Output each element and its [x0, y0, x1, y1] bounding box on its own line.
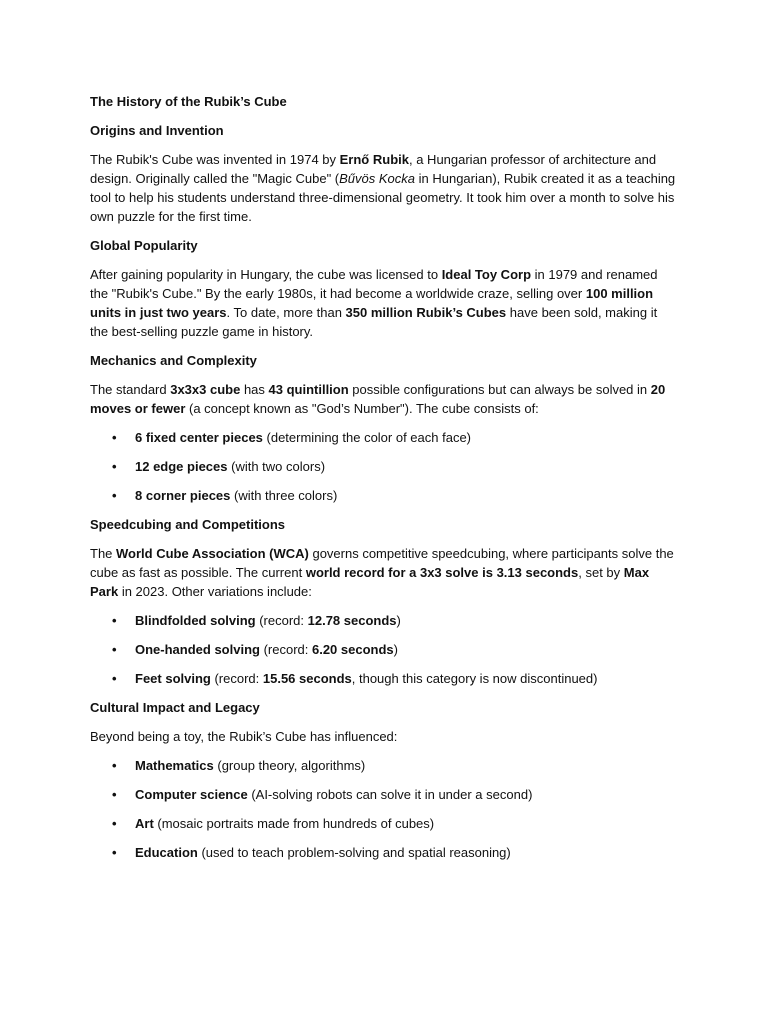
paragraph-speedcubing: The World Cube Association (WCA) governs competitive speedcubing, where participants solve the cube as fast as possible. The current world record for a 3x3 solve is 3.13 seconds, set by Max Park in 2023. Other variations include: — [90, 546, 674, 599]
section-heading-legacy: Cultural Impact and Legacy — [90, 700, 260, 715]
bullet-icon: • — [112, 459, 117, 474]
paragraph-legacy: Beyond being a toy, the Rubik’s Cube has influenced: — [90, 729, 398, 744]
bullet-icon: • — [112, 787, 117, 802]
section-heading-speedcubing: Speedcubing and Competitions — [90, 517, 286, 532]
list-cube-pieces — [90, 428, 678, 505]
list-item: • Blindfolded solving (record: 12.78 seconds) — [112, 613, 401, 628]
list-item: • Education (used to teach problem-solving and spatial reasoning) — [112, 845, 511, 860]
list-item: • One-handed solving (record: 6.20 seconds) — [112, 642, 398, 657]
bullet-icon: • — [112, 613, 117, 628]
paragraph-popularity: After gaining popularity in Hungary, the cube was licensed to Ideal Toy Corp in 1979 and renamed the "Rubik's Cube." By the early 1980s, it had become a worldwide craze, selling over 100 million units in just two years. To date, more than 350 million Rubik’s Cubes have been sold, making it the best-selling puzzle game in history. — [90, 267, 658, 339]
paragraph-origins: The Rubik's Cube was invented in 1974 by Ernő Rubik, a Hungarian professor of architecture and design. Originally called the "Magic Cube" (Bűvös Kocka in Hungarian), Rubik created it as a teaching tool to help his students understand three-dimensional geometry. It took him over a month to solve his own puzzle for the first time. — [90, 152, 676, 224]
bullet-icon: • — [112, 845, 117, 860]
bullet-icon: • — [112, 488, 117, 503]
list-item: • Mathematics (group theory, algorithms) — [112, 758, 366, 773]
section-heading-mechanics: Mechanics and Complexity — [90, 353, 257, 368]
list-item: • Art (mosaic portraits made from hundreds of cubes) — [112, 816, 435, 831]
list-speedcubing-variations — [90, 611, 678, 688]
section-heading-popularity: Global Popularity — [90, 238, 198, 253]
bullet-icon: • — [112, 758, 117, 773]
paragraph-mechanics: The standard 3x3x3 cube has 43 quintillion possible configurations but can always be solved in 20 moves or fewer (a concept known as "God’s Number"). The cube consists of: — [90, 382, 666, 416]
list-item: • Computer science (AI-solving robots can solve it in under a second) — [112, 787, 533, 802]
list-item: • 6 fixed center pieces (determining the color of each face) — [112, 430, 472, 445]
document-title: The History of the Rubik’s Cube — [90, 94, 287, 109]
bullet-icon: • — [112, 430, 117, 445]
section-heading-origins: Origins and Invention — [90, 123, 224, 138]
list-cultural-influences — [90, 756, 678, 862]
list-item: • 8 corner pieces (with three colors) — [112, 488, 338, 503]
list-item: • 12 edge pieces (with two colors) — [112, 459, 326, 474]
bullet-icon: • — [112, 671, 117, 686]
list-item: • Feet solving (record: 15.56 seconds, though this category is now discontinued) — [112, 671, 598, 686]
bullet-icon: • — [112, 642, 117, 657]
bullet-icon: • — [112, 816, 117, 831]
